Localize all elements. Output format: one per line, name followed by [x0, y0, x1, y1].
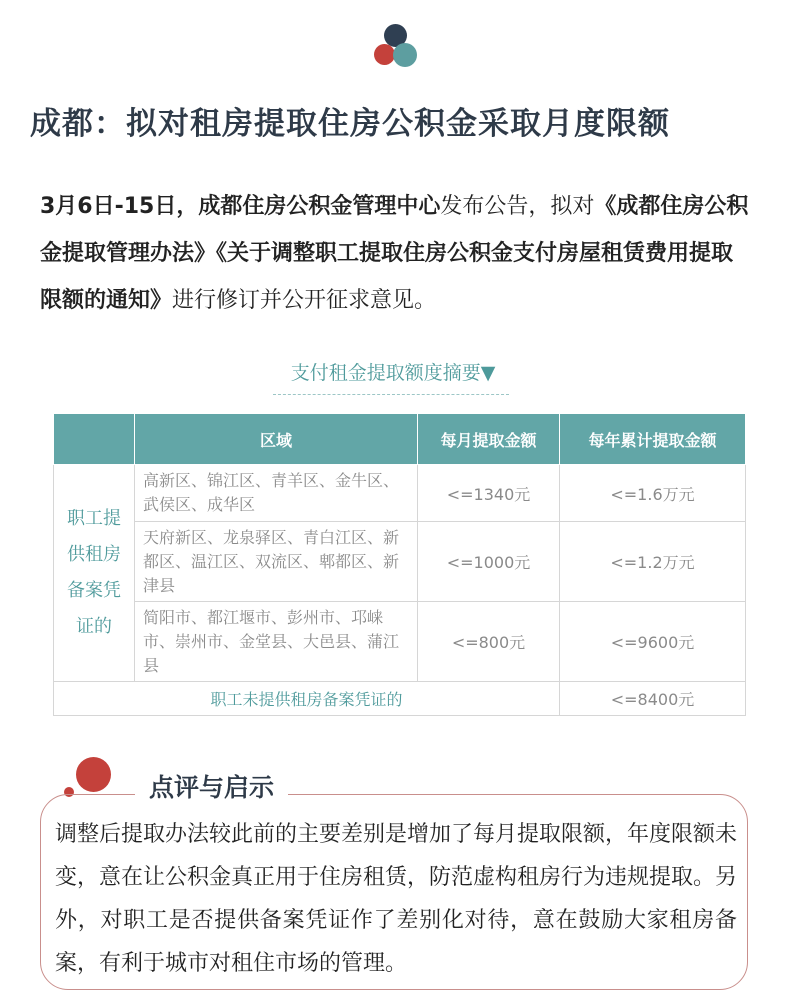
- intro-paragraph: [40, 183, 752, 324]
- group-label: 职工提供租房备案凭证的: [54, 465, 135, 682]
- header-yearly: 每年累计提取金额: [560, 414, 746, 465]
- summary-underline: [273, 394, 509, 395]
- monthly-cell: <=800元: [418, 602, 560, 682]
- region-cell: 天府新区、龙泉驿区、青白江区、新都区、温江区、双流区、郫都区、新津县: [135, 522, 418, 602]
- table-row: [54, 682, 746, 716]
- no-record-label: 职工未提供租房备案凭证的: [54, 682, 560, 716]
- intro-text-1: 发布公告，拟对: [440, 194, 595, 219]
- intro-doc-1: 《成都住房公积金提取管理办法》: [40, 194, 749, 266]
- header-region: 区域: [135, 414, 418, 465]
- header-corner: [54, 414, 135, 465]
- summary-title: 支付租金提取额度摘要▼: [290, 362, 496, 384]
- monthly-cell: <=1340元: [418, 465, 560, 522]
- teal-dot-icon: [393, 43, 417, 67]
- quota-table: [53, 413, 746, 716]
- yearly-cell: <=1.6万元: [560, 465, 746, 522]
- table-header-row: [54, 414, 746, 465]
- region-cell: 高新区、锦江区、青羊区、金牛区、武侯区、成华区: [135, 465, 418, 522]
- table-row: [54, 522, 746, 602]
- red-dot-icon: [374, 44, 395, 65]
- yearly-cell: <=1.2万元: [560, 522, 746, 602]
- yearly-cell: <=9600元: [560, 602, 746, 682]
- review-box: [40, 794, 748, 990]
- page-title: 成都：拟对租房提取住房公积金采取月度限额: [30, 106, 670, 142]
- no-record-yearly: <=8400元: [560, 682, 746, 716]
- intro-org: 成都住房公积金管理中心: [198, 194, 441, 219]
- region-cell: 简阳市、都江堰市、彭州市、邛崃市、崇州市、金堂县、大邑县、蒲江县: [135, 602, 418, 682]
- review-title: 点评与启示: [135, 768, 288, 804]
- table-row: [54, 602, 746, 682]
- review-text: 调整后提取办法较此前的主要差别是增加了每月提取限额，年度限额未变，意在让公积金真正用于住房租赁，防范虚构租房行为违规提取。另外，对职工是否提供备案凭证作了差别化对待，意在鼓励大家租房备案，有利于城市对租住市场的管理。: [55, 822, 738, 976]
- logo-dots-icon: [371, 24, 421, 70]
- intro-text-2: 进行修订并公开征求意见。: [172, 288, 437, 313]
- intro-date-range: 3月6日-15日，: [40, 194, 199, 219]
- header-monthly: 每月提取金额: [418, 414, 560, 465]
- intro-doc-2: 《关于调整职工提取住房公积金支付房屋租赁费用提取限额的通知》: [40, 241, 734, 313]
- red-circle-icon: [76, 757, 111, 792]
- table-row: [54, 465, 746, 522]
- monthly-cell: <=1000元: [418, 522, 560, 602]
